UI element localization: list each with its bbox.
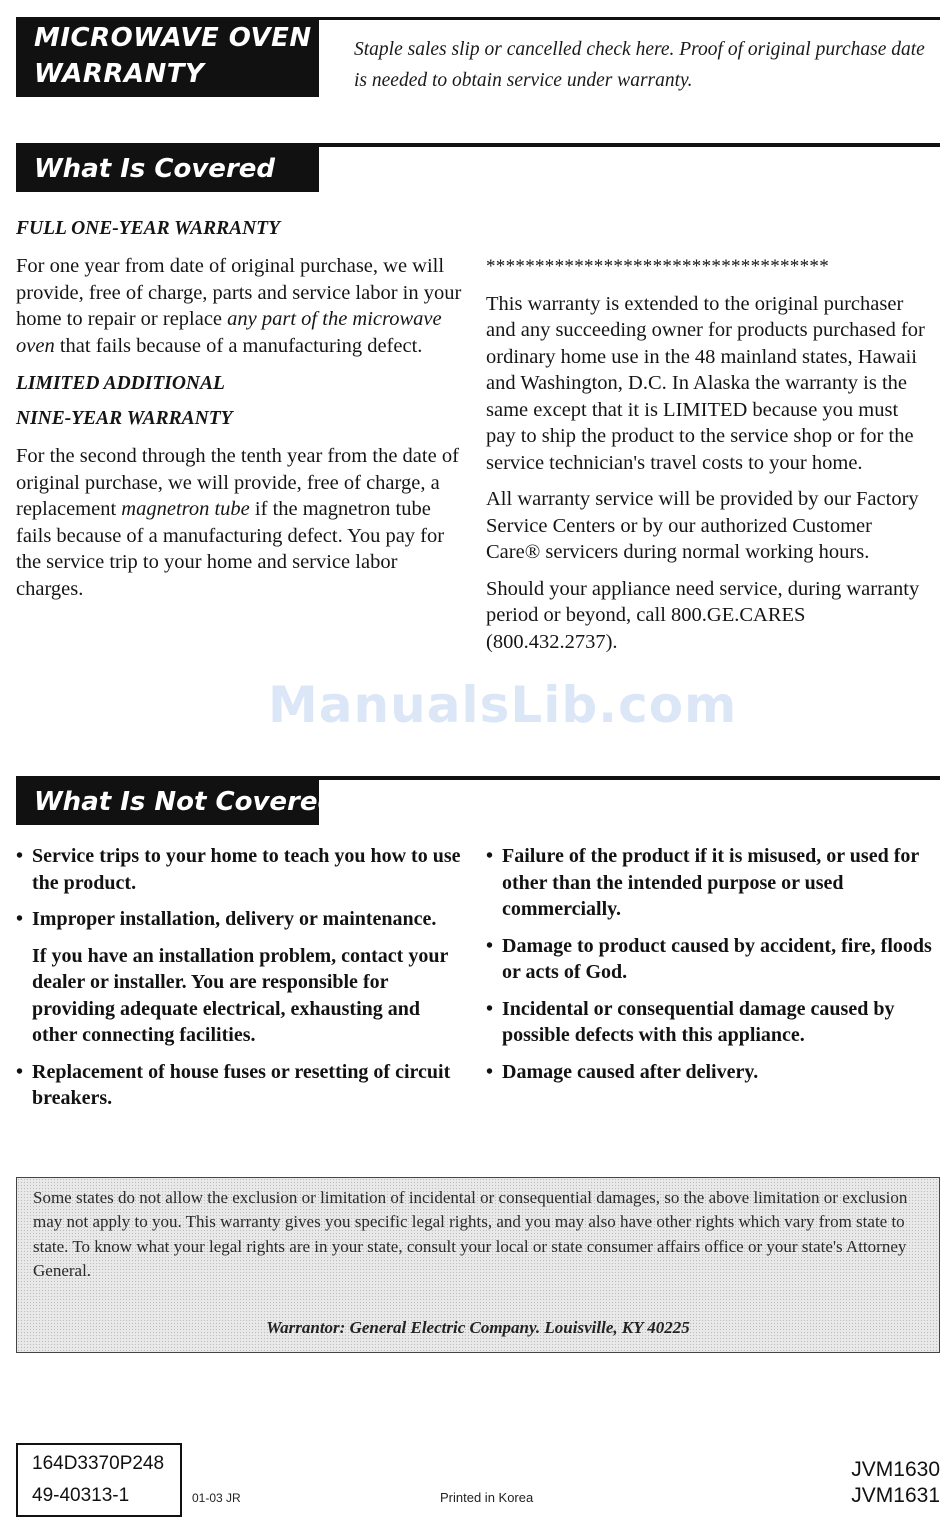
model-number-2: JVM1631 <box>851 1484 940 1507</box>
date-code: 01-03 JR <box>192 1491 241 1505</box>
list-item-text: Damage to product caused by accident, fire, floods or acts of God. <box>502 934 932 983</box>
page-title <box>34 20 314 92</box>
full-text-a: For one year from date of original purchase, we will provide, free of charge, parts and service labor in your home to repair or replace <box>16 255 462 330</box>
not-covered-header <box>16 779 337 825</box>
call-text: Should your appliance need service, during warranty period or beyond, call 800.GE.CARES (800.432.2737). <box>486 577 920 653</box>
full-text-em: any part of the microwave oven <box>16 308 442 357</box>
part-number-2: 49-40313-1 <box>32 1485 130 1506</box>
model-number-1: JVM1630 <box>851 1458 940 1481</box>
covered-header <box>16 146 319 192</box>
not-covered-right-column <box>486 843 938 1095</box>
watermark: ManualsLib.com <box>268 676 738 734</box>
full-text-b: that fails because of a manufacturing defect. <box>54 334 423 357</box>
list-item-text: Damage caused after delivery. <box>502 1060 759 1083</box>
full-warranty-heading: FULL ONE-YEAR WARRANTY <box>16 218 281 239</box>
full-warranty-text <box>16 253 466 359</box>
staple-note: Staple sales slip or cancelled check here. Proof of original purchase date is needed to obtain service under warranty. <box>354 39 925 91</box>
list-item-text: Improper installation, delivery or maintenance. <box>32 908 437 930</box>
service-text: All warranty service will be provided by our Factory Service Centers or by our authorized Customer Care® servicers during normal working hours. <box>486 488 919 563</box>
star-separator: *********************************** <box>486 256 829 277</box>
extended-text: This warranty is extended to the original purchaser and any succeeding owner for products purchased for ordinary home use in the 48 mainland states, Hawaii and Washington, D.C. In Alaska the warranty is the same except that it is LIMITED because you must pay to ship the product to the service shop or for the service technician's travel costs to your home. <box>486 292 925 474</box>
list-item: • Damage caused after delivery. <box>486 1060 759 1083</box>
not-covered-left-column <box>16 843 468 1122</box>
limited-text-em: magnetron tube <box>121 498 250 520</box>
limited-text-b: if the magnetron tube fails because of a manufacturing defect. You pay for the service trip to your home and service labor charges. <box>16 498 445 600</box>
limited-text-a: For the second through the tenth year from the date of original purchase, we will provide, free of charge, a replacement <box>16 445 459 520</box>
legal-notice-box <box>16 1177 940 1353</box>
list-item-text: Failure of the product if it is misused, or used for other than the intended purpose or used commercially. <box>502 845 919 920</box>
page-title-line-2: WARRANTY <box>34 59 205 89</box>
covered-title: What Is Covered <box>34 154 276 184</box>
limited-heading-2: NINE-YEAR WARRANTY <box>16 408 233 429</box>
legal-notice-text: Some states do not allow the exclusion or limitation of incidental or consequential damages, so the above limitation or exclusion may not apply to you. This warranty gives you specific legal rights, and you may also have other rights which vary from state to state. To know what your legal rights are in your state, consult your local or state consumer affairs office or your state's Attorney General. <box>33 1188 908 1280</box>
list-item: • Damage to product caused by accident, fire, floods or acts of God. <box>486 934 932 983</box>
warrantor-line: Warrantor: General Electric Company. Louisville, KY 40225 <box>266 1318 690 1337</box>
not-covered-title: What Is Not Covered <box>34 787 337 817</box>
covered-right-column <box>486 254 931 665</box>
list-item: • Failure of the product if it is misused, or used for other than the intended purpose or used commercially. <box>486 845 919 920</box>
list-item-text: Incidental or consequential damage caused by possible defects with this appliance. <box>502 997 895 1046</box>
list-item-text: Replacement of house fuses or resetting of circuit breakers. <box>32 1060 451 1109</box>
limited-heading-1: LIMITED ADDITIONAL <box>16 373 225 394</box>
list-item: • Service trips to your home to teach you how to use the product. <box>16 845 461 894</box>
part-number-box <box>16 1443 182 1517</box>
list-item-text: Service trips to your home to teach you how to use the product. <box>32 845 461 894</box>
part-number-1: 164D3370P248 <box>32 1453 165 1474</box>
list-item: • Improper installation, delivery or maintenance. If you have an installation problem, contact your dealer or installer. You are responsible for providing adequate electrical, exhausting and other connecting facilities. <box>16 906 468 1049</box>
page-title-line-1: MICROWAVE OVEN <box>34 23 312 53</box>
list-item: • Incidental or consequential damage caused by possible defects with this appliance. <box>486 997 895 1046</box>
covered-left-column <box>16 216 466 612</box>
printed-in: Printed in Korea <box>440 1490 534 1505</box>
limited-warranty-text <box>16 443 466 602</box>
installation-note: If you have an installation problem, contact your dealer or installer. You are responsible for providing adequate electrical, exhausting and other connecting facilities. <box>32 944 448 1046</box>
list-item: • Replacement of house fuses or resetting of circuit breakers. <box>16 1060 451 1109</box>
